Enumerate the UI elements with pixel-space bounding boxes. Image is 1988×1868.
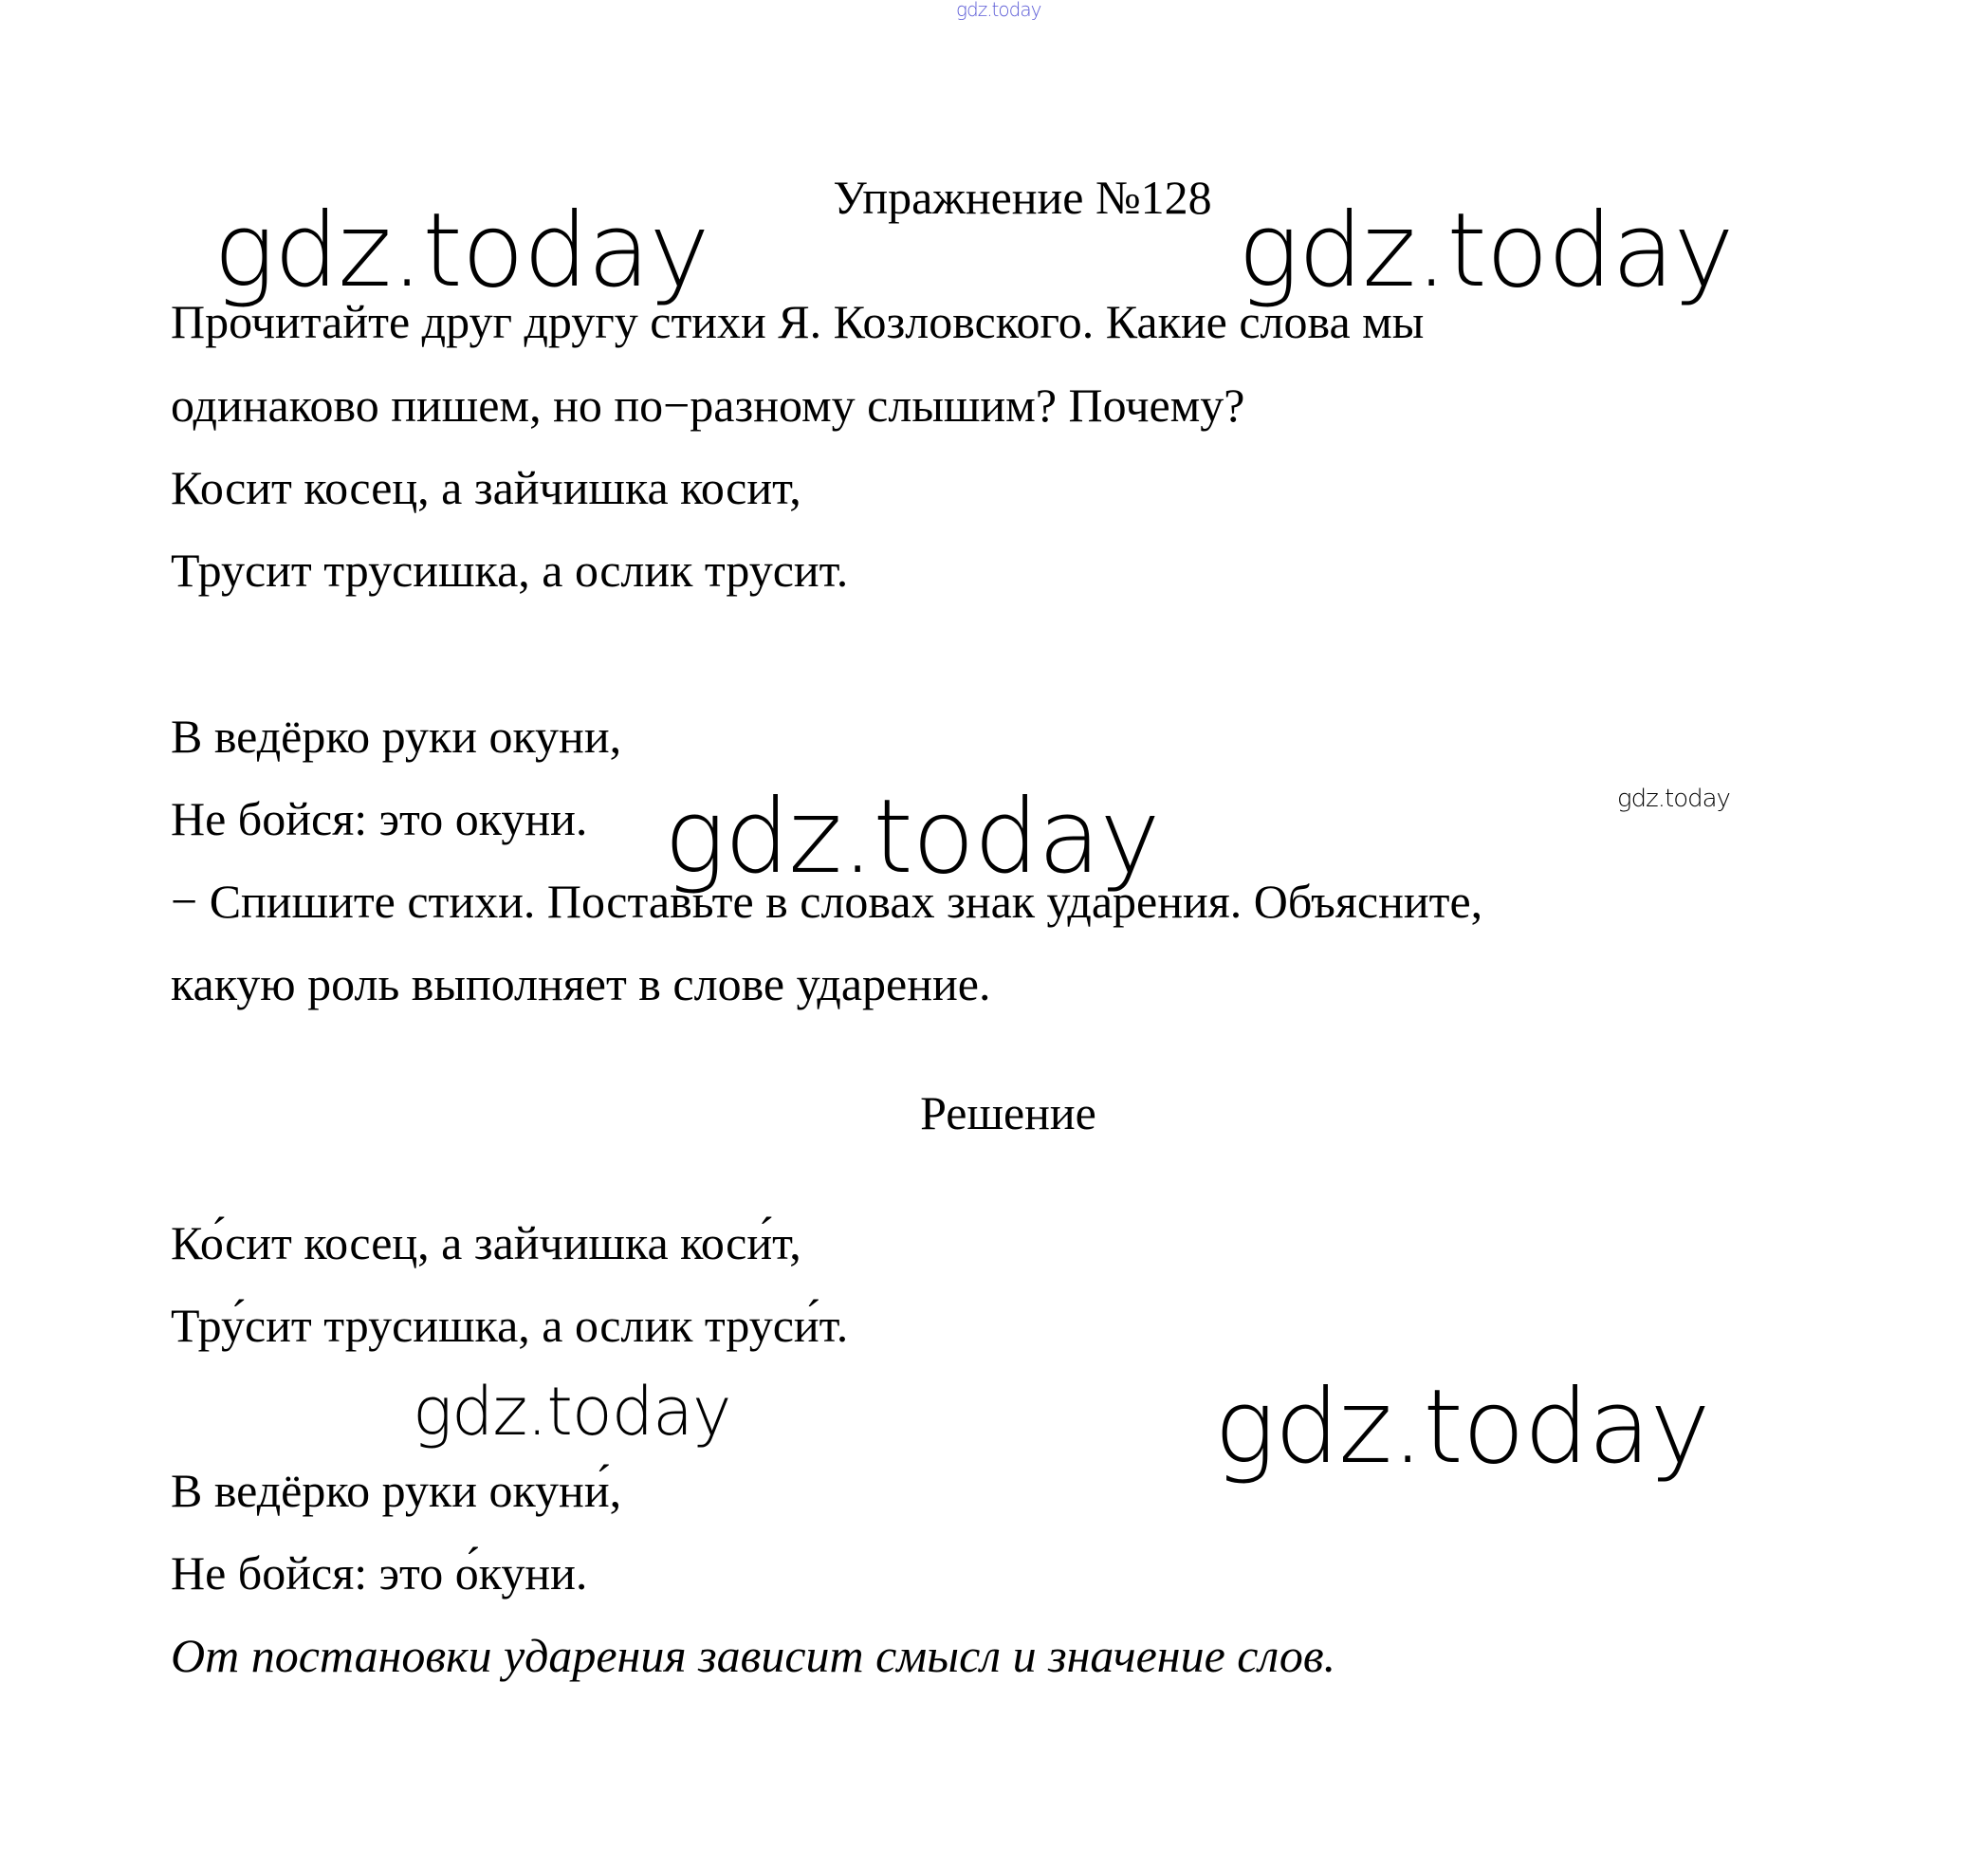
watermark-large-middle: gdz.today xyxy=(664,778,1160,897)
poem-line-2: Трусит трусишка, а ослик трусит. xyxy=(171,544,849,597)
watermark-large-left: gdz.today xyxy=(213,192,709,310)
watermark-small-right: gdz.today xyxy=(1617,785,1730,813)
task-line-1: Прочитайте друг другу стихи Я. Козловского. Какие слова мы xyxy=(171,295,1425,348)
solution-line-4: Не бойся: это о́куни. xyxy=(171,1546,588,1600)
watermark-large-bottom-right: gdz.today xyxy=(1214,1368,1710,1487)
task-line-3: − Спишите стихи. Поставьте в словах знак ударения. Объясните, xyxy=(171,875,1483,928)
task-line-4: какую роль выполняет в слове ударение. xyxy=(171,957,991,1010)
poem-line-4: Не бойся: это окуни. xyxy=(171,792,588,845)
exercise-title: Упражнение №128 xyxy=(833,171,1212,224)
watermark-large-right: gdz.today xyxy=(1238,192,1734,310)
solution-line-1: Ко́сит косец, а зайчишка коси́т, xyxy=(171,1216,801,1269)
watermark-top: gdz.today xyxy=(956,0,1041,21)
solution-conclusion: От постановки ударения зависит смысл и значение слов. xyxy=(171,1629,1336,1682)
solution-line-3: В ведёрко руки окуни́, xyxy=(171,1464,622,1517)
watermark-medium-left: gdz.today xyxy=(413,1373,731,1451)
solution-heading: Решение xyxy=(920,1086,1096,1139)
task-line-2: одинаково пишем, но по−разному слышим? Почему? xyxy=(171,379,1245,432)
poem-line-3: В ведёрко руки окуни, xyxy=(171,710,622,763)
solution-line-2: Тру́сит трусишка, а ослик труси́т. xyxy=(171,1299,849,1352)
poem-line-1: Косит косец, а зайчишка косит, xyxy=(171,461,801,514)
